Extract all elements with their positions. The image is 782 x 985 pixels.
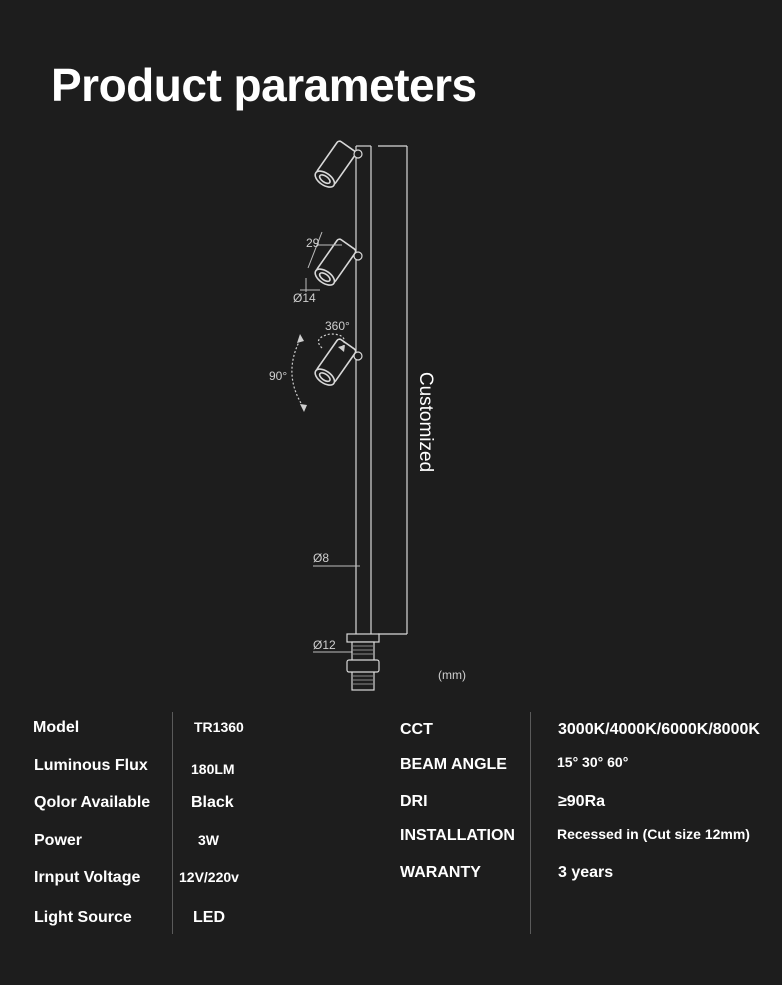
spotlight-head-top bbox=[312, 140, 356, 190]
dim-d8-label: Ø8 bbox=[313, 551, 330, 565]
spec-label-dri: DRI bbox=[400, 793, 428, 810]
rotation-360-label: 360° bbox=[325, 319, 350, 333]
spec-label-installation: INSTALLATION bbox=[400, 827, 515, 844]
spec-label-model: Model bbox=[33, 719, 80, 736]
table-divider-1 bbox=[172, 712, 173, 934]
unit-label: (mm) bbox=[438, 668, 466, 682]
table-divider-2 bbox=[530, 712, 531, 934]
dim-d14-label: Ø14 bbox=[293, 291, 316, 305]
spec-value-warranty: 3 years bbox=[558, 864, 614, 881]
height-label: Customized bbox=[415, 371, 436, 473]
spec-value-cct: 3000K/4000K/6000K/8000K bbox=[558, 721, 760, 738]
spec-value-input-voltage: 12V/220v bbox=[179, 869, 239, 885]
page-title: Product parameters bbox=[51, 59, 477, 111]
spec-label-luminous-flux: Luminous Flux bbox=[34, 757, 148, 774]
spec-value-model: TR1360 bbox=[194, 719, 244, 735]
spec-value-light-source: LED bbox=[193, 909, 225, 926]
pole bbox=[356, 146, 371, 634]
rotation-90-label: 90° bbox=[269, 369, 288, 383]
spec-value-installation: Recessed in (Cut size 12mm) bbox=[557, 826, 750, 842]
spec-label-warranty: WARANTY bbox=[400, 864, 481, 881]
spec-value-luminous-flux: 180LM bbox=[191, 761, 235, 777]
spec-label-color: Qolor Available bbox=[34, 794, 151, 811]
spotlight-head-bottom bbox=[312, 338, 356, 388]
spec-value-beam-angle: 15° 30° 60° bbox=[557, 754, 629, 770]
spec-value-color: Black bbox=[191, 794, 234, 811]
height-dimension bbox=[378, 146, 407, 634]
dim-29-label: 29 bbox=[306, 236, 320, 250]
spec-label-beam-angle: BEAM ANGLE bbox=[400, 756, 507, 773]
spec-label-input-voltage: Irnput Voltage bbox=[34, 869, 141, 886]
spec-value-power: 3W bbox=[198, 832, 219, 848]
spec-value-dri: ≥90Ra bbox=[558, 793, 606, 810]
dim-d12-label: Ø12 bbox=[313, 638, 336, 652]
spec-label-light-source: Light Source bbox=[34, 909, 132, 926]
spec-label-power: Power bbox=[34, 832, 83, 849]
spec-label-cct: CCT bbox=[400, 721, 433, 738]
